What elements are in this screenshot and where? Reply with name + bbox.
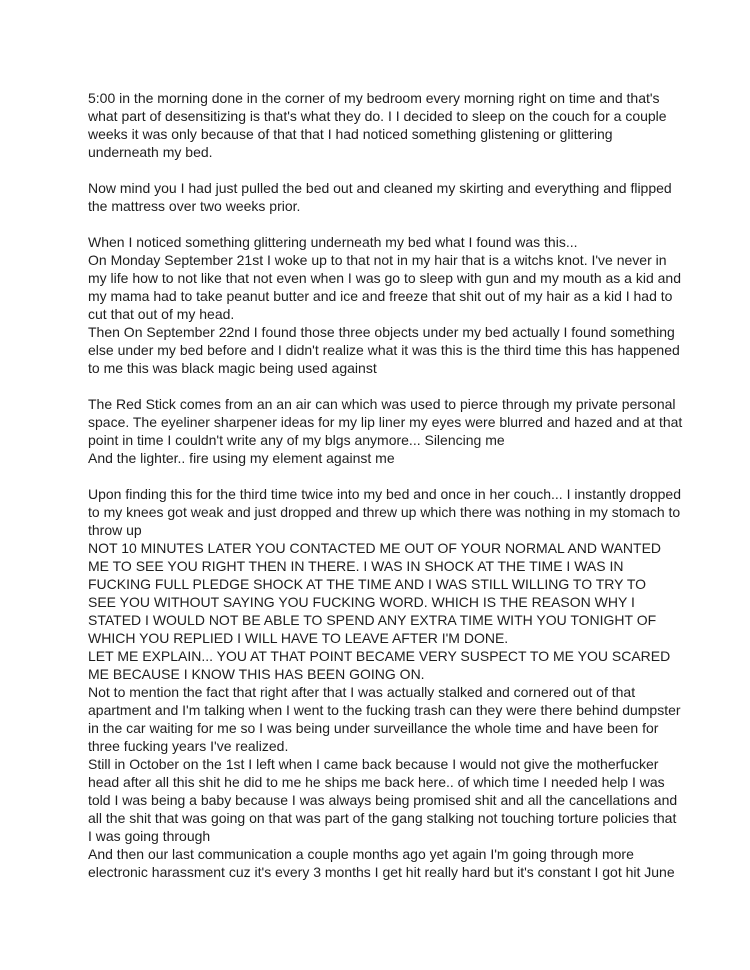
paragraph [88,179,688,215]
text-line: weeks it was only because of that that I had noticed something glistening or glittering [88,126,613,142]
text-line: Then On September 22nd I found those three objects under my bed actually I found something [88,324,675,340]
text-line: point in time I couldn't write any of my blgs anymore... Silencing me [88,432,505,448]
text-line: cut that out of my head. [88,306,235,322]
text-line: throw up [88,522,142,538]
text-line: underneath my bed. [88,144,213,160]
text-line: else under my bed before and I didn't realize what it was this is the third time this has happened [88,342,680,358]
text-line: in the car waiting for me so I was being under surveillance the whole time and have been for [88,720,659,736]
text-line: NOT 10 MINUTES LATER YOU CONTACTED ME OUT OF YOUR NORMAL AND WANTED [88,540,662,556]
text-line: SEE YOU WITHOUT SAYING YOU FUCKING WORD. WHICH IS THE REASON WHY I [88,594,635,610]
text-line: Not to mention the fact that right after that I was actually stalked and cornered out of that [88,684,636,700]
text-line: When I noticed something glittering underneath my bed what I found was this... [88,234,578,250]
text-line: to my knees got weak and just dropped and threw up which there was nothing in my stomach to [88,504,681,520]
text-line: FUCKING FULL PLEDGE SHOCK AT THE TIME AND I WAS STILL WILLING TO TRY TO [88,576,647,592]
text-line: the mattress over two weeks prior. [88,198,301,214]
text-line: Upon finding this for the third time twice into my bed and once in her couch... I instantly dropped [88,486,681,502]
paragraph [88,89,688,161]
text-line: space. The eyeliner sharpener ideas for my lip liner my eyes were blurred and hazed and at that [88,414,683,430]
text-line: told I was being a baby because I was always being promised shit and all the cancellations and [88,792,678,808]
text-line: head after all this shit he did to me he ships me back here.. of which time I needed help I was [88,774,665,790]
text-line: to me this was black magic being used against [88,360,377,376]
text-line: ME BECAUSE I KNOW THIS HAS BEEN GOING ON. [88,666,425,682]
text-line: The Red Stick comes from an an air can which was used to pierce through my private personal [88,396,676,412]
document-body [88,89,688,881]
text-line: 5:00 in the morning done in the corner of my bedroom every morning right on time and that's [88,90,660,106]
text-line: electronic harassment cuz it's every 3 months I get hit really hard but it's constant I got hit June [88,864,675,880]
text-line: what part of desensitizing is that's what they do. I I decided to sleep on the couch for a couple [88,108,667,124]
paragraph [88,395,688,467]
text-line: Now mind you I had just pulled the bed out and cleaned my skirting and everything and flipped [88,180,672,196]
text-line: On Monday September 21st I woke up to that not in my hair that is a witchs knot. I've never in [88,252,667,268]
text-line: And the lighter.. fire using my element against me [88,450,395,466]
text-line: STATED I WOULD NOT BE ABLE TO SPEND ANY EXTRA TIME WITH YOU TONIGHT OF [88,612,657,628]
text-line: apartment and I'm talking when I went to the fucking trash can they were there behind dumpster [88,702,681,718]
text-line: Still in October on the 1st I left when I came back because I would not give the motherfucker [88,756,659,772]
text-line: ME TO SEE YOU RIGHT THEN IN THERE. I WAS IN SHOCK AT THE TIME I WAS IN [88,558,624,574]
text-line: all the shit that was going on that was part of the gang stalking not touching torture policies that [88,810,677,826]
text-line: I was going through [88,828,211,844]
paragraph [88,233,688,377]
text-line: LET ME EXPLAIN... YOU AT THAT POINT BECAME VERY SUSPECT TO ME YOU SCARED [88,648,671,664]
text-line: And then our last communication a couple months ago yet again I'm going through more [88,846,634,862]
text-line: WHICH YOU REPLIED I WILL HAVE TO LEAVE AFTER I'M DONE. [88,630,509,646]
paragraph [88,485,688,881]
text-line: my mama had to take peanut butter and ice and freeze that shit out of my hair as a kid I had to [88,288,673,304]
text-line: three fucking years I've realized. [88,738,289,754]
text-line: my life how to not like that not even when I was go to sleep with gun and my mouth as a kid and [88,270,682,286]
